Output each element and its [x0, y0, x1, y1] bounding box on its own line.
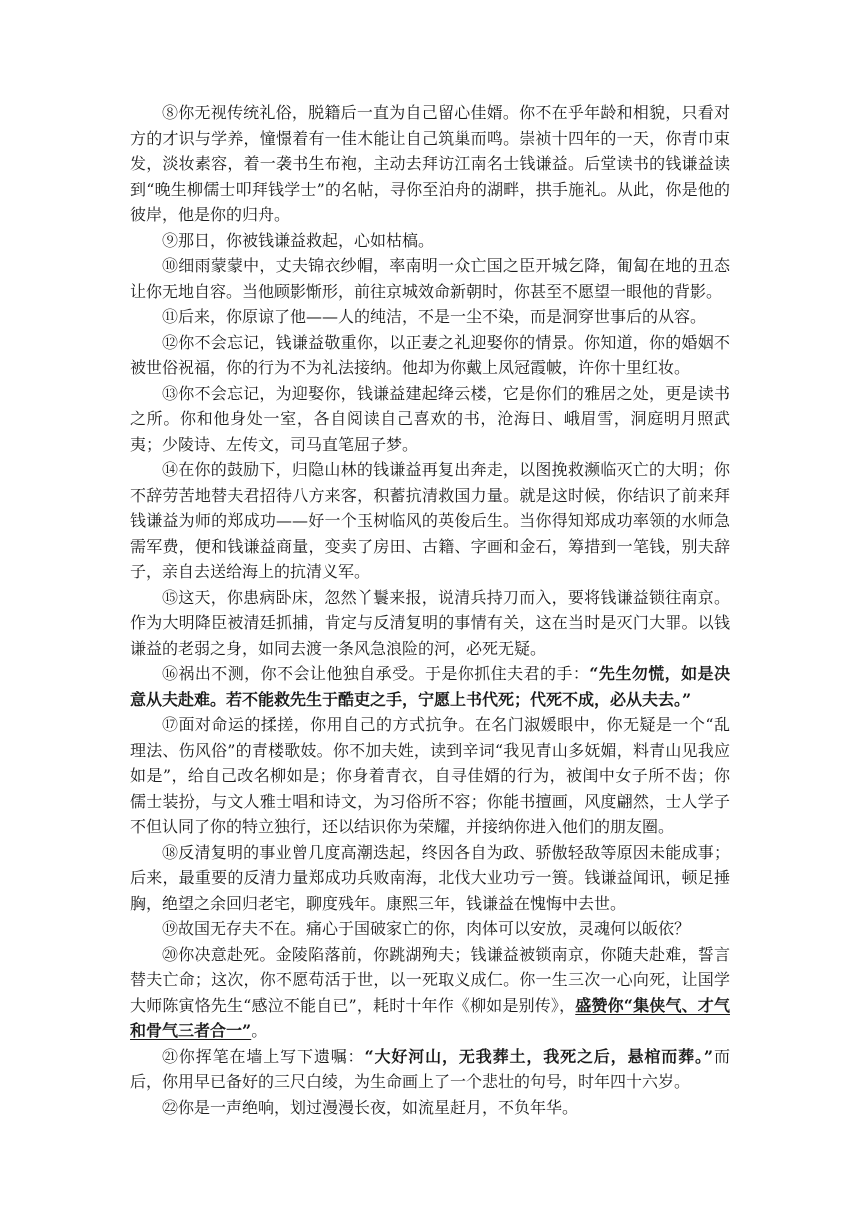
- paragraph-text: ㉒你是一声绝响，划过漫漫长夜，如流星赶月，不负年华。: [162, 1097, 579, 1117]
- paragraph-text: ⑯祸出不测，你不会让他独自承受。于是你抓住夫君的手：: [162, 664, 590, 683]
- paragraph-text: ⑧你无视传统礼俗，脱籍后一直为自己留心佳婿。你不在乎年龄和相貌，只看对方的才识与学养，憧憬着有一佳木能让自己筑巢而鸣。崇祯十四年的一天，你青巾束发，淡妆素容，着一袭书生布袍，主动去拜访江南名士钱谦益。后堂读书的钱谦益读到“晚生柳儒士叩拜钱学士”的名帖，寻你至泊舟的湖畔，拱手施礼。从此，你是他的彼岸，他是你的归舟。: [130, 103, 730, 224]
- bold-quote: “先生勿慌，如是决意从夫赴难。若不能救先生于酷吏之手，宁愿上书代死；代死不成，必从夫去。”: [130, 664, 730, 709]
- paragraph-text: ⑲故国无存夫不在。痛心于国破家亡的你，肉体可以安放，灵魂何以皈依？: [162, 919, 691, 938]
- bold-underlined-phrase: 盛赞你“集侠气、才气和骨气三者合一”: [130, 995, 730, 1040]
- paragraph-text: ⑫你不会忘记，钱谦益敬重你，以正妻之礼迎娶你的情景。你知道，你的婚姻不被世俗祝福，你的行为不为礼法接纳。他却为你戴上凤冠霞帔，许你十里红妆。: [130, 332, 730, 377]
- paragraph-22: [130, 1095, 730, 1121]
- paragraph-text: ㉑你挥笔在墙上写下遗嘱：: [162, 1046, 365, 1066]
- paragraph-text: ⑳你决意赴死。金陵陷落前，你跳湖殉夫；钱谦益被锁南京，你随夫赴难，誓言替夫亡命；这次，你不愿苟活于世，以一死取义成仁。你一生三次一心向死，让国学大师陈寅恪先生“感泣不能自已”，耗时十年作《柳如是别传》，: [130, 944, 730, 1015]
- paragraph-19: [130, 916, 730, 942]
- paragraph-15: [130, 585, 730, 662]
- paragraph-21: [130, 1044, 730, 1095]
- paragraph-17: [130, 712, 730, 840]
- paragraph-text: 而后，你用早已备好的三尺白绫，为生命画上了一个悲壮的句号，时年四十六岁。: [130, 1046, 730, 1091]
- paragraph-text: ⑨那日，你被钱谦益救起，心如枯槁。: [162, 230, 435, 250]
- paragraph-11: [130, 304, 730, 330]
- paragraph-10: [130, 253, 730, 304]
- paragraph-20: [130, 942, 730, 1044]
- paragraph-text: ⑬你不会忘记，为迎娶你，钱谦益建起绛云楼，它是你们的雅居之处，更是读书之所。你和他身处一室，各自阅读自己喜欢的书，沧海日、峨眉雪，洞庭明月照武夷；少陵诗、左传文，司马直笔屈子梦。: [130, 383, 730, 454]
- paragraph-9: [130, 228, 730, 254]
- paragraph-12: [130, 330, 730, 381]
- paragraph-14: [130, 457, 730, 585]
- document-page: [130, 100, 730, 1120]
- paragraph-text: ⑩细雨蒙蒙中，丈夫锦衣纱帽，率南明一众亡国之臣开城乞降，匍匐在地的丑态让你无地自容。当他顾影惭形，前往京城效命新朝时，你甚至不愿望一眼他的背影。: [130, 256, 730, 301]
- paragraph-13: [130, 381, 730, 458]
- paragraph-16: [130, 661, 730, 712]
- paragraph-text: ⑰面对命运的揉搓，你用自己的方式抗争。在名门淑媛眼中，你无疑是一个“乱理法、伤风俗”的青楼歌妓。你不加夫姓，读到辛词“我见青山多妩媚，料青山见我应如是”，给自己改名柳如是；你身着青衣，自寻佳婿的行为，被闺中女子所不齿；你儒士装扮，与文人雅士唱和诗文，为习俗所不容；你能书擅画，风度翩然，士人学子不但认同了你的特立独行，还以结识你为荣耀，并接纳你进入他们的朋友圈。: [130, 715, 730, 836]
- paragraph-text: ⑱反清复明的事业曾几度高潮迭起，终因各自为政、骄傲轻敌等原因未能成事；后来，最重要的反清力量郑成功兵败南海，北伐大业功亏一篑。钱谦益闻讯，顿足捶胸，绝望之余回归老宅，聊度残年。康熙三年，钱谦益在愧悔中去世。: [130, 842, 730, 913]
- paragraph-text: ⑮这天，你患病卧床，忽然丫鬟来报，说清兵持刀而入，要将钱谦益锁往南京。作为大明降臣被清廷抓捕，肯定与反清复明的事情有关，这在当时是灭门大罪。以钱谦益的老弱之身，如同去渡一条风急浪险的河，必死无疑。: [130, 587, 730, 658]
- paragraph-8: [130, 100, 730, 228]
- paragraph-text: ⑪后来，你原谅了他——人的纯洁，不是一尘不染，而是洞穿世事后的从容。: [162, 307, 707, 326]
- paragraph-18: [130, 840, 730, 917]
- paragraph-text: ⑭在你的鼓励下，归隐山林的钱谦益再复出奔走，以图挽救濒临灭亡的大明；你不辞劳苦地替夫君招待八方来客，积蓄抗清救国力量。就是这时候，你结识了前来拜钱谦益为师的郑成功——好一个玉树临风的英俊后生。当你得知郑成功率领的水师急需军费，便和钱谦益商量，变卖了房田、古籍、字画和金石，筹措到一笔钱，别夫辞子，亲自去送给海上的抗清义军。: [130, 460, 730, 581]
- bold-quote: “大好河山，无我葬土，我死之后，悬棺而葬。”: [364, 1046, 714, 1066]
- paragraph-text: 。: [251, 1021, 268, 1040]
